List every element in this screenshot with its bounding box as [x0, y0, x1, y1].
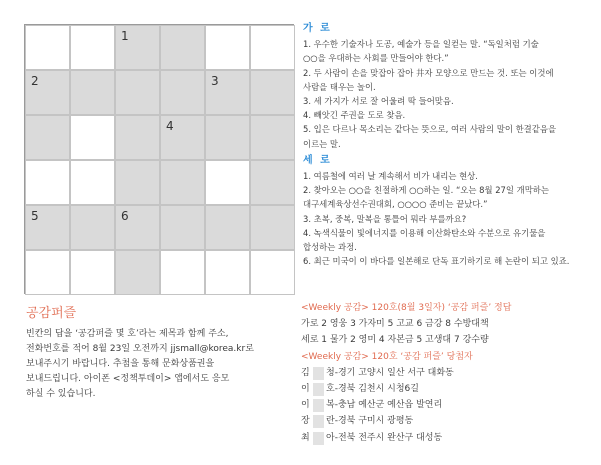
- grid-cell: [25, 70, 70, 115]
- winner-row: [301, 381, 597, 397]
- grid-cell: [205, 70, 250, 115]
- winner-detail: 청-경기 고양시 일산 서구 대화동: [326, 367, 454, 378]
- masked-name: [313, 432, 324, 445]
- grid-cell: [115, 205, 160, 250]
- clue-line: 합성하는 과정.: [303, 242, 357, 253]
- puzzle-info: [26, 302, 296, 402]
- winner-surname: 김: [301, 367, 310, 378]
- clue-line: 4. 녹색식물이 빛에너지를 이용해 이산화탄소와 수분으로 유기물을: [303, 227, 546, 238]
- grid-cell: [70, 25, 115, 70]
- clue-number: 3: [211, 74, 219, 88]
- winner-surname: 이: [301, 400, 310, 411]
- clue-number: 1: [121, 29, 129, 43]
- info-line: 보내드립니다. 아이폰 <정책투데이> 앱에서도 응모: [26, 374, 230, 384]
- winner-row: [301, 413, 597, 429]
- clue-line: 4. 빼앗긴 주권을 도로 찾음.: [303, 110, 406, 121]
- grid-cell: [205, 115, 250, 160]
- grid-cell: [160, 160, 205, 205]
- grid-cell: [25, 205, 70, 250]
- across-clues: [303, 37, 599, 151]
- winner-row: [301, 365, 597, 381]
- clue-number: 4: [166, 119, 174, 133]
- masked-name: [313, 399, 324, 412]
- info-line: 전화번호를 적어 8월 23일 오전까지 jjsmall@korea.kr로: [26, 344, 254, 354]
- clue-line: 1. 우수한 기술자나 도공, 예술가 등을 일컫는 말. “독일처럼 기술: [303, 39, 539, 50]
- grid-cell: [250, 160, 295, 205]
- clue-line: 5. 입은 다르나 목소리는 같다는 뜻으로, 여러 사람의 말이 한결같음을: [303, 124, 557, 135]
- grid-cell: [250, 250, 295, 295]
- grid-cell: [70, 70, 115, 115]
- clue-line: 3. 초복, 중복, 말복을 통틀어 뭐라 부를까요?: [303, 213, 467, 224]
- info-line: 하실 수 있습니다.: [26, 389, 96, 399]
- grid-cell: [70, 160, 115, 205]
- grid-cell: [25, 115, 70, 160]
- clue-number: 2: [31, 74, 39, 88]
- info-line: 보내주시기 바랍니다. 추첨을 통해 문화상품권을: [26, 359, 215, 369]
- masked-name: [313, 367, 324, 380]
- across-heading: 가 로: [303, 23, 332, 34]
- clue-line: 2. 찾아오는 ○○을 친절하게 ○○하는 일. “오는 8월 27일 개막하는: [303, 185, 549, 196]
- grid-cell: [115, 115, 160, 160]
- winner-detail: 복-충남 예산군 예산읍 발연리: [326, 400, 443, 411]
- clue-line: 6. 최근 미국이 이 바다를 일본해로 단독 표기하기로 해 논란이 되고 있죠.: [303, 256, 570, 267]
- grid-cell: [115, 25, 160, 70]
- grid-cell: [25, 160, 70, 205]
- winner-row: [301, 397, 597, 413]
- grid-cell: [115, 70, 160, 115]
- clue-line: 2. 두 사람이 손을 맞잡아 잡아 井자 모양으로 만드는 것. 또는 이것에: [303, 67, 554, 78]
- clue-number: 5: [31, 209, 39, 223]
- winner-detail: 호-경북 김천시 시청6길: [326, 384, 419, 395]
- grid-cell: [250, 205, 295, 250]
- grid-cell: [115, 160, 160, 205]
- clue-line: 1. 여름철에 여러 날 계속해서 비가 내리는 현상.: [303, 171, 478, 182]
- masked-name: [313, 383, 324, 396]
- grid-cell: [70, 205, 115, 250]
- answers-down: 세로 1 물가 2 영미 4 자본금 5 고생대 7 강수량: [301, 335, 489, 346]
- answers-panel: [301, 300, 597, 446]
- down-clues: [303, 169, 599, 268]
- winners-heading: <Weekly 공감> 120호 ‘공감 퍼즐’ 당첨자: [301, 351, 473, 362]
- grid-cell: [205, 250, 250, 295]
- grid-cell: [25, 250, 70, 295]
- clue-number: 6: [121, 209, 129, 223]
- down-heading: 세 로: [303, 154, 332, 166]
- grid-cell: [160, 250, 205, 295]
- grid-cell: [160, 25, 205, 70]
- winner-surname: 최: [301, 432, 310, 443]
- grid-cell: [205, 205, 250, 250]
- grid-cell: [205, 160, 250, 205]
- masked-name: [313, 415, 324, 428]
- clue-line: 대구세계육상선수권대회, ○○○○ 준비는 끝났다.”: [303, 199, 488, 210]
- grid-cell: [205, 25, 250, 70]
- grid-cell: [250, 70, 295, 115]
- winner-row: [301, 430, 597, 446]
- clue-line: 이르는 말.: [303, 138, 341, 149]
- grid-cell: [160, 70, 205, 115]
- clue-line: 사람을 태우는 놀이.: [303, 81, 376, 92]
- grid-cell: [160, 115, 205, 160]
- puzzle-title: 공감퍼즐: [26, 306, 77, 321]
- grid-cell: [160, 205, 205, 250]
- grid-cell: [70, 250, 115, 295]
- winner-surname: 이: [301, 384, 310, 395]
- grid-cell: [250, 25, 295, 70]
- winner-detail: 아-전북 전주시 완산구 대성동: [326, 432, 443, 443]
- clue-line: ○○을 우대하는 사회를 만들어야 한다.”: [303, 53, 449, 64]
- answers-across: 가로 2 영웅 3 가자미 5 고교 6 금강 8 수방대책: [301, 319, 489, 330]
- winner-surname: 장: [301, 416, 310, 427]
- answers-heading: <Weekly 공감> 120호(8월 3일자) ‘공감 퍼즐’ 정답: [301, 303, 512, 313]
- clue-line: 3. 세 가지가 서로 잘 어울려 딱 들어맞음.: [303, 96, 454, 107]
- info-line: 빈칸의 답을 ‘공감퍼즐 몇 호’라는 제목과 함께 주소,: [26, 329, 229, 339]
- winner-detail: 란-경북 구미시 광평동: [326, 416, 414, 427]
- grid-cell: [250, 115, 295, 160]
- grid-cell: [115, 250, 160, 295]
- clues-panel: [303, 22, 599, 268]
- grid-cell: [70, 115, 115, 160]
- crossword-grid: [24, 24, 294, 294]
- grid-cell: [25, 25, 70, 70]
